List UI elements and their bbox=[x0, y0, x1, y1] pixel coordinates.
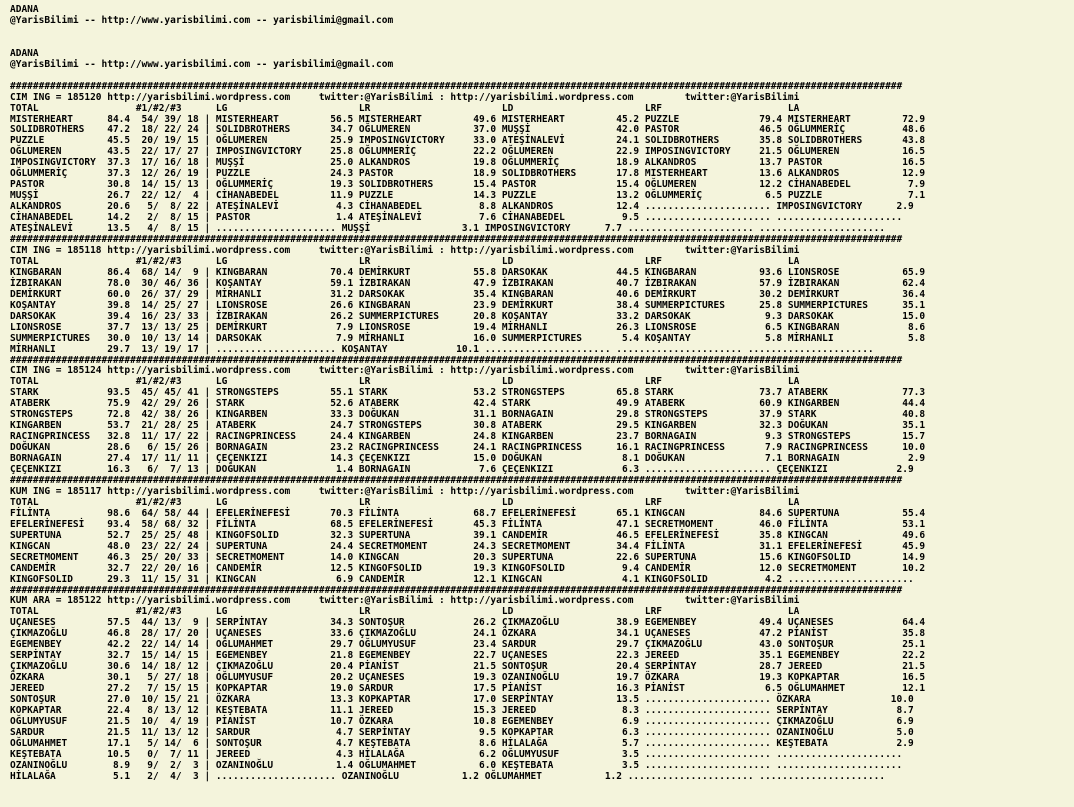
report-line: HİLALAĞA 5.1 2/ 4/ 3 | ..................... OZANINOĞLU 1.2 OĞLUMAHMET 1.2 ...................... ...................... bbox=[10, 770, 886, 782]
race-header: CIM ING = 185124 http://yarisbilimi.wordpress.com twitter:@YarisBilimi : http://yarisbilimi.wordpress.com twitter:@YarisBilimi bbox=[10, 365, 800, 377]
report-line: SOLIDBROTHERS 47.2 18/ 22/ 24 | SOLIDBROTHERS 34.7 OĞLUMEREN 37.0 MUŞŞİ 42.0 PASTOR 46.5 OĞLUMMERİÇ 48.6 bbox=[10, 124, 926, 136]
report-line: SONTOŞUR 27.0 10/ 15/ 21 | ÖZKARA 13.3 KOPKAPTAR 17.0 SERPİNTAY 13.5 ...................... ÖZKARA 10.0 bbox=[10, 694, 914, 706]
report-line: ATABERK 75.9 42/ 29/ 26 | STARK 52.6 ATABERK 42.4 STARK 49.9 ATABERK 60.9 KINGARBEN 44.4 bbox=[10, 398, 926, 410]
report-line: KOŞANTAY 39.8 14/ 25/ 27 | LIONSROSE 26.6 KINGBARAN 23.9 DEMİRKURT 38.4 SUMMERPICTURES 25.8 SUMMERPICTURES 35.1 bbox=[10, 299, 926, 311]
report-line: SARDUR 21.5 11/ 13/ 12 | SARDUR 4.7 SERPİNTAY 9.5 KOPKAPTAR 6.3 ...................... OZANINOĞLU 5.0 bbox=[10, 726, 914, 738]
report-line: OĞLUMEREN 43.5 22/ 17/ 27 | IMPOSINGVICTORY 25.8 OĞLUMMERİÇ 22.2 OĞLUMEREN 22.9 IMPOSINGVICTORY 21.5 OĞLUMEREN 16.5 bbox=[10, 146, 926, 158]
report-line: RACINGPRINCESS 32.8 11/ 17/ 22 | RACINGPRINCESS 24.4 KINGARBEN 24.8 KINGARBEN 23.7 BORNAGAIN 9.3 STRONGSTEPS 15.7 bbox=[10, 431, 926, 443]
report-line: MUŞŞİ 26.7 22/ 12/ 4 | CİHANABEDEL 11.9 PUZZLE 14.3 PUZZLE 13.2 OĞLUMMERİÇ 6.5 PUZZLE 7.1 bbox=[10, 190, 926, 202]
report-line: MİRHANLI 29.7 13/ 19/ 17 | ..................... KOŞANTAY 10.1 ...................... ...................... ...................... bbox=[10, 343, 874, 355]
report-line: ALKANDROS 20.6 5/ 8/ 22 | ATEŞİNALEVİ 4.3 CİHANABEDEL 8.8 ALKANDROS 12.4 ...................... IMPOSINGVICTORY 2.9 bbox=[10, 201, 914, 213]
report-line: KEŞTEBATA 10.5 0/ 7/ 11 | JEREED 4.3 HİLALAĞA 6.2 OĞLUMYUSUF 3.5 ...................... ...................... bbox=[10, 748, 903, 760]
report-line: OĞLUMAHMET 17.1 5/ 14/ 6 | SONTOŞUR 4.7 KEŞTEBATA 8.6 HİLALAĞA 5.7 ...................... KEŞTEBATA 2.9 bbox=[10, 737, 914, 749]
site-credit: @YarisBilimi -- http://www.yarisbilimi.com -- yarisbilimi@gmail.com bbox=[10, 58, 394, 70]
report-line: ÇIKMAZOĞLU 46.8 28/ 17/ 20 | UÇANESES 33.6 ÇIKMAZOĞLU 24.1 ÖZKARA 34.1 UÇANESES 47.2 PİANİST 35.8 bbox=[10, 628, 926, 640]
report-line: PASTOR 30.8 14/ 15/ 13 | OĞLUMMERİÇ 19.3 SOLIDBROTHERS 15.4 PASTOR 15.4 OĞLUMEREN 12.2 CİHANABEDEL 7.9 bbox=[10, 179, 926, 191]
report-line: ÖZKARA 30.1 5/ 27/ 18 | OĞLUMYUSUF 20.2 UÇANESES 19.3 OZANINOĞLU 19.7 ÖZKARA 19.3 KOPKAPTAR 16.5 bbox=[10, 672, 926, 684]
report-line: KINGBARAN 86.4 68/ 14/ 9 | KINGBARAN 70.4 DEMİRKURT 55.8 DARSOKAK 44.5 KINGBARAN 93.6 LIONSROSE 65.9 bbox=[10, 266, 926, 278]
column-header: TOTAL #1/#2/#3 LG LR LD LRF LA bbox=[10, 606, 800, 618]
column-header: TOTAL #1/#2/#3 LG LR LD LRF LA bbox=[10, 255, 800, 267]
report-line: STRONGSTEPS 72.8 42/ 38/ 26 | KINGARBEN 33.3 DOĞUKAN 31.1 BORNAGAIN 29.8 STRONGSTEPS 37.9 STARK 40.8 bbox=[10, 409, 926, 421]
report-line: SUMMERPICTURES 30.0 10/ 13/ 14 | DARSOKAK 7.9 MİRHANLI 16.0 SUMMERPICTURES 5.4 KOŞANTAY 5.8 MİRHANLI 5.8 bbox=[10, 332, 926, 344]
report-line: PUZZLE 45.5 20/ 19/ 15 | OĞLUMEREN 25.9 IMPOSINGVICTORY 33.0 ATEŞİNALEVİ 24.1 SOLIDBROTHERS 35.8 SOLIDBROTHERS 43.8 bbox=[10, 135, 926, 147]
race-header: CIM ING = 185120 http://yarisbilimi.wordpress.com twitter:@YarisBilimi : http://yarisbilimi.wordpress.com twitter:@YarisBilimi bbox=[10, 91, 800, 103]
report-line: EFELERİNEFESİ 93.4 58/ 68/ 32 | FİLİNTA 68.5 EFELERİNEFESİ 45.3 FİLİNTA 47.1 SECRETMOMENT 46.0 FİLİNTA 53.1 bbox=[10, 518, 926, 530]
report-line: DEMİRKURT 60.0 26/ 37/ 29 | MİRHANLI 31.2 DARSOKAK 35.4 KINGBARAN 40.6 DEMİRKURT 30.2 DEMİRKURT 36.4 bbox=[10, 288, 926, 300]
report-line: FİLİNTA 98.6 64/ 58/ 44 | EFELERİNEFESİ 70.3 FİLİNTA 68.7 EFELERİNEFESİ 65.1 KINGCAN 84.6 SUPERTUNA 55.4 bbox=[10, 507, 926, 519]
report-line: BORNAGAIN 27.4 17/ 11/ 11 | ÇEÇENKIZI 14.3 ÇEÇENKIZI 15.0 DOĞUKAN 8.1 DOĞUKAN 7.1 BORNAGAIN 2.9 bbox=[10, 453, 926, 465]
report-line: SECRETMOMENT 46.3 25/ 20/ 33 | SECRETMOMENT 14.0 KINGCAN 20.3 SUPERTUNA 22.6 SUPERTUNA 15.6 KINGOFSOLID 14.9 bbox=[10, 551, 926, 563]
report-line: MISTERHEART 84.4 54/ 39/ 18 | MISTERHEART 56.5 MISTERHEART 49.6 MISTERHEART 45.2 PUZZLE 79.4 MISTERHEART 72.9 bbox=[10, 113, 926, 125]
column-header: TOTAL #1/#2/#3 LG LR LD LRF LA bbox=[10, 496, 800, 508]
report-line: LIONSROSE 37.7 13/ 13/ 25 | DEMİRKURT 7.9 LIONSROSE 19.4 MİRHANLI 26.3 LIONSROSE 6.5 KINGBARAN 8.6 bbox=[10, 321, 926, 333]
report-line: SUPERTUNA 52.7 25/ 25/ 48 | KINGOFSOLID 32.3 SUPERTUNA 39.1 CANDEMİR 46.5 EFELERİNEFESİ 35.8 KINGCAN 49.6 bbox=[10, 529, 926, 541]
report-line: KINGARBEN 53.7 21/ 28/ 25 | ATABERK 24.7 STRONGSTEPS 30.8 ATABERK 29.5 KINGARBEN 32.3 DOĞUKAN 35.1 bbox=[10, 420, 926, 432]
race-header: CIM ING = 185118 http://yarisbilimi.wordpress.com twitter:@YarisBilimi : http://yarisbilimi.wordpress.com twitter:@YarisBilimi bbox=[10, 244, 800, 256]
report-line: ATEŞİNALEVİ 13.5 4/ 8/ 15 | ..................... MUŞŞİ 3.1 IMPOSINGVICTORY 7.7 ...................... ...................... bbox=[10, 223, 886, 235]
report-line: KINGOFSOLID 29.3 11/ 15/ 31 | KINGCAN 6.9 CANDEMİR 12.1 KINGCAN 4.1 KINGOFSOLID 4.2 ...................... bbox=[10, 573, 914, 585]
separator-line: ############################################################################################################################################################ bbox=[10, 80, 903, 92]
separator-line: ############################################################################################################################################################ bbox=[10, 354, 903, 366]
report-line: STARK 93.5 45/ 45/ 41 | STRONGSTEPS 55.1 STARK 53.2 STRONGSTEPS 65.8 STARK 73.7 ATABERK 77.3 bbox=[10, 387, 926, 399]
city-title: ADANA bbox=[10, 47, 39, 59]
report-line: CİHANABEDEL 14.2 2/ 8/ 15 | PASTOR 1.4 ATEŞİNALEVİ 7.6 CİHANABEDEL 9.5 ...................... ...................... bbox=[10, 212, 903, 224]
report-line: JEREED 27.2 7/ 15/ 15 | KOPKAPTAR 19.0 SARDUR 17.5 PİANİST 16.3 PİANİST 6.5 OĞLUMAHMET 12.1 bbox=[10, 683, 926, 695]
report-line: KOPKAPTAR 22.4 8/ 13/ 12 | KEŞTEBATA 11.1 JEREED 15.3 JEREED 8.3 ...................... SERPİNTAY 8.7 bbox=[10, 705, 914, 716]
report-line: CANDEMİR 32.7 22/ 20/ 16 | CANDEMİR 12.5 KINGOFSOLID 19.3 KINGOFSOLID 9.4 CANDEMİR 12.0 SECRETMOMENT 10.2 bbox=[10, 562, 926, 574]
report-line: OĞLUMYUSUF 21.5 10/ 4/ 19 | PİANİST 10.7 ÖZKARA 10.8 EGEMENBEY 6.9 ...................... ÇIKMAZOĞLU 6.9 bbox=[10, 715, 914, 727]
report-line: DOĞUKAN 28.6 6/ 15/ 26 | BORNAGAIN 23.2 RACINGPRINCESS 24.1 RACINGPRINCESS 16.1 RACINGPRINCESS 7.9 RACINGPRINCESS 10.0 bbox=[10, 442, 926, 454]
column-header: TOTAL #1/#2/#3 LG LR LD LRF LA bbox=[10, 102, 800, 114]
report-line: OĞLUMMERİÇ 37.3 12/ 26/ 19 | PUZZLE 24.3 PASTOR 18.9 SOLIDBROTHERS 17.8 MISTERHEART 13.6 ALKANDROS 12.9 bbox=[10, 168, 926, 180]
report-line: UÇANESES 57.5 44/ 13/ 9 | SERPİNTAY 34.3 SONTOŞUR 26.2 ÇIKMAZOĞLU 38.9 EGEMENBEY 49.4 UÇANESES 64.4 bbox=[10, 617, 926, 629]
report-line: IMPOSINGVICTORY 37.3 17/ 16/ 18 | MUŞŞİ 25.0 ALKANDROS 19.8 OĞLUMMERİÇ 18.9 ALKANDROS 13.7 PASTOR 16.5 bbox=[10, 157, 926, 169]
report-line: SERPİNTAY 32.7 15/ 14/ 15 | EGEMENBEY 21.8 EGEMENBEY 22.7 UÇANESES 22.3 JEREED 35.1 EGEMENBEY 22.2 bbox=[10, 650, 926, 662]
separator-line: ############################################################################################################################################################ bbox=[10, 474, 903, 486]
column-header: TOTAL #1/#2/#3 LG LR LD LRF LA bbox=[10, 376, 800, 388]
city-title: ADANA bbox=[10, 4, 39, 15]
separator-line: ############################################################################################################################################################ bbox=[10, 234, 903, 246]
report-line: KINGCAN 48.0 23/ 22/ 24 | SUPERTUNA 24.4 SECRETMOMENT 24.3 SECRETMOMENT 34.4 FİLİNTA 31.1 EFELERİNEFESİ 45.9 bbox=[10, 540, 926, 552]
separator-line: ############################################################################################################################################################ bbox=[10, 584, 903, 596]
report-line: İZBIRAKAN 78.0 30/ 46/ 36 | KOŞANTAY 59.1 İZBIRAKAN 47.9 İZBIRAKAN 40.7 İZBIRAKAN 57.9 İZBIRAKAN 62.4 bbox=[10, 277, 926, 289]
race-header: KUM ARA = 185122 http://yarisbilimi.wordpress.com twitter:@YarisBilimi : http://yarisbilimi.wordpress.com twitter:@YarisBilimi bbox=[10, 595, 800, 607]
site-credit: @YarisBilimi -- http://www.yarisbilimi.com -- yarisbilimi@gmail.com bbox=[10, 14, 394, 26]
report-line: ÇIKMAZOĞLU 30.6 14/ 18/ 12 | ÇIKMAZOĞLU 20.4 PİANİST 21.5 SONTOŞUR 20.4 SERPİNTAY 28.7 JEREED 21.5 bbox=[10, 661, 926, 673]
report-line: DARSOKAK 39.4 16/ 23/ 33 | İZBIRAKAN 26.2 SUMMERPICTURES 20.8 KOŞANTAY 33.2 DARSOKAK 9.3 DARSOKAK 15.0 bbox=[10, 310, 926, 322]
report-line: ÇEÇENKIZI 16.3 6/ 7/ 13 | DOĞUKAN 1.4 BORNAGAIN 7.6 ÇEÇENKIZI 6.3 ...................... ÇEÇENKIZI 2.9 bbox=[10, 464, 914, 476]
report-line: OZANINOĞLU 8.9 9/ 2/ 3 | OZANINOĞLU 1.4 OĞLUMAHMET 6.0 KEŞTEBATA 3.5 ...................... ...................... bbox=[10, 759, 903, 771]
race-header: KUM ING = 185117 http://yarisbilimi.wordpress.com twitter:@YarisBilimi : http://yarisbilimi.wordpress.com twitter:@YarisBilimi bbox=[10, 485, 800, 497]
report-line: EGEMENBEY 42.2 22/ 14/ 14 | OĞLUMAHMET 29.7 OĞLUMYUSUF 23.4 SARDUR 29.7 ÇIKMAZOĞLU 43.0 SONTOŞUR 25.1 bbox=[10, 639, 926, 651]
